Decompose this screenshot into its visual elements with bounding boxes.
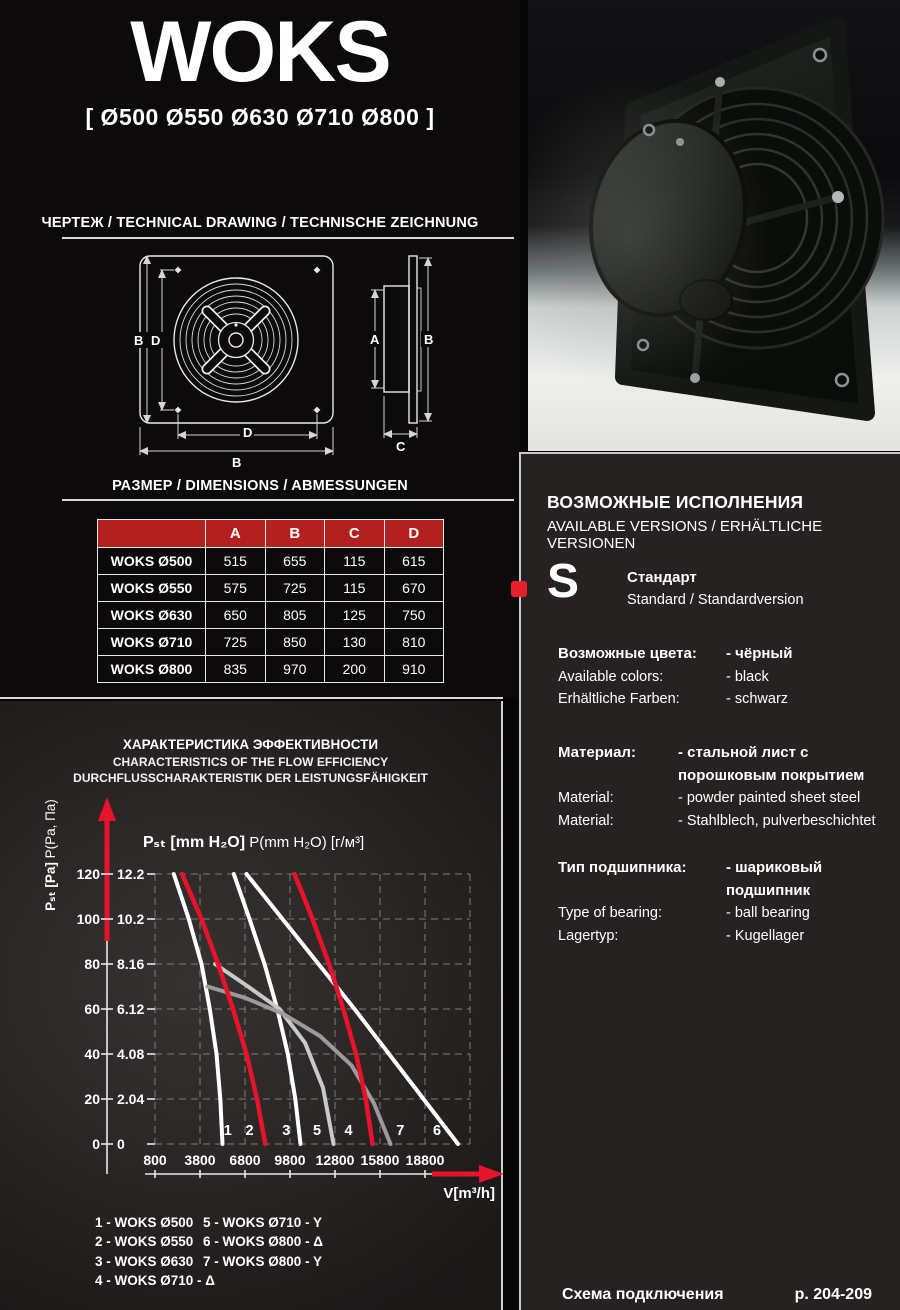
spec-value: - Stahlblech, pulverbeschichtet <box>678 812 876 829</box>
spec-label: Available colors: <box>558 668 664 685</box>
legend-item: 4 - WOKS Ø710 - Δ <box>95 1272 215 1288</box>
table-value-cell: 805 <box>265 602 325 629</box>
dimensions-heading: РАЗМЕР / DIMENSIONS / ABMESSUNGEN <box>112 478 408 494</box>
front-dimensions <box>131 256 333 470</box>
table-value-cell: 575 <box>206 575 266 602</box>
chart-legend-column-2 <box>203 1213 323 1271</box>
curve-label-5: 5 <box>312 1123 322 1139</box>
wiring-diagram-label: Схема подключения <box>562 1286 724 1303</box>
spec-colors <box>558 643 792 711</box>
y-tick-label-pa: 100 <box>76 911 100 927</box>
y-tick-label-pa: 20 <box>84 1091 100 1107</box>
y-axis-label: Pₛₜ [Pa] P(Pa, Па) <box>43 799 58 911</box>
dim-label-b-left: B <box>134 333 144 348</box>
curve-label-6: 6 <box>432 1123 442 1139</box>
spec-value: - Kugellager <box>726 927 805 944</box>
table-value-cell: 835 <box>206 656 266 683</box>
y-tick-label-mmh2o: 0 <box>117 1136 125 1152</box>
y-tick-label-mmh2o: 4.08 <box>117 1046 145 1062</box>
curve-label-1: 1 <box>223 1123 232 1139</box>
spec-label: Erhältliche Farben: <box>558 691 680 707</box>
curve-label-7: 7 <box>396 1123 405 1139</box>
heading-rule <box>62 237 514 239</box>
legend-item: 1 - WOKS Ø500 <box>95 1215 194 1230</box>
spec-material <box>558 742 888 832</box>
y-tick-label-mmh2o: 12.2 <box>117 866 145 882</box>
table-value-cell: 850 <box>265 629 325 656</box>
y-tick-label-pa: 0 <box>92 1136 100 1152</box>
dim-label-b-side: B <box>424 332 434 347</box>
spec-value: - шариковый подшипник <box>726 859 823 899</box>
table-value-cell: 615 <box>384 548 444 575</box>
dimensions-table-head <box>98 520 444 548</box>
table-row <box>98 602 444 629</box>
spec-label: Материал: <box>558 744 636 761</box>
legend-item: 3 - WOKS Ø630 <box>95 1253 194 1269</box>
table-model-cell: WOKS Ø630 <box>98 602 206 629</box>
table-value-cell: 655 <box>265 548 325 575</box>
table-value-cell: 670 <box>384 575 444 602</box>
table-value-cell: 910 <box>384 656 444 683</box>
table-value-cell: 200 <box>325 656 385 683</box>
chart-title-block <box>0 737 501 787</box>
versions-title-ru: ВОЗМОЖНЫЕ ИСПОЛНЕНИЯ <box>547 492 804 512</box>
table-header-cell: A <box>206 520 266 548</box>
x-tick-label: 3800 <box>184 1152 216 1168</box>
dimensions-table-body <box>98 548 444 683</box>
spec-label: Type of bearing: <box>558 905 662 921</box>
spec-value: - чёрный <box>726 645 793 662</box>
table-model-cell: WOKS Ø710 <box>98 629 206 656</box>
spec-label: Тип подшипника: <box>558 859 687 876</box>
dim-label-b-bottom: B <box>232 455 242 470</box>
chart-title-en: CHARACTERISTICS OF THE FLOW EFFICIENCY <box>112 754 389 769</box>
x-axis-arrowhead <box>479 1165 504 1183</box>
legend-item: 2 - WOKS Ø550 <box>95 1234 194 1250</box>
y-tick-label-mmh2o: 8.16 <box>117 956 145 972</box>
table-value-cell: 750 <box>384 602 444 629</box>
y-tick-label-mmh2o: 10.2 <box>117 911 145 927</box>
version-name-en-de: Standard / Standardversion <box>627 592 804 608</box>
curve-label-4: 4 <box>344 1123 353 1139</box>
dim-label-c-side: C <box>396 439 406 454</box>
table-value-cell: 515 <box>206 548 266 575</box>
chart-title-ru: ХАРАКТЕРИСТИКА ЭФФЕКТИВНОСТИ <box>122 737 379 752</box>
table-row <box>98 656 444 683</box>
legend-item: 5 - WOKS Ø710 - Y <box>203 1215 323 1230</box>
versions-title-en-de: AVAILABLE VERSIONS / ERHÄLTLICHE VERSIONEN <box>547 518 823 552</box>
product-photo <box>528 0 900 451</box>
spec-label: Material: <box>558 812 614 829</box>
table-value-cell: 650 <box>206 602 266 629</box>
dim-label-d-left: D <box>151 333 161 348</box>
table-value-cell: 810 <box>384 629 444 656</box>
heading-rule <box>62 499 514 501</box>
y-axis-arrowhead <box>98 797 116 821</box>
table-value-cell: 725 <box>206 629 266 656</box>
product-size-range: [ Ø500 Ø550 Ø630 Ø710 Ø800 ] <box>85 104 435 130</box>
dimensions-table <box>97 519 444 683</box>
table-model-cell: WOKS Ø800 <box>98 656 206 683</box>
spec-value: - black <box>726 668 769 685</box>
table-header-row <box>98 520 444 548</box>
spec-value: - ball bearing <box>726 905 810 921</box>
dim-label-a-side: A <box>370 332 380 347</box>
technical-drawing-heading: ЧЕРТЕЖ / TECHNICAL DRAWING / TECHNISCHE ZEICHNUNG <box>41 215 479 231</box>
table-value-cell: 125 <box>325 602 385 629</box>
y-tick-label-pa: 80 <box>84 956 100 972</box>
table-header-cell: C <box>325 520 385 548</box>
panel-footer <box>562 1286 872 1304</box>
x-tick-label: 18800 <box>405 1152 445 1168</box>
chart-title-de: DURCHFLUSSCHARAKTERISTIK DER LEISTUNGSFÄHIGKEIT <box>73 771 428 785</box>
spec-label: Material: <box>558 790 614 806</box>
table-header-cell <box>98 520 206 548</box>
y-tick-label-mmh2o: 2.04 <box>117 1091 145 1107</box>
x-tick-label: 9800 <box>274 1152 306 1168</box>
table-header-cell: D <box>384 520 444 548</box>
legend-item: 6 - WOKS Ø800 - Δ <box>203 1234 323 1250</box>
table-row <box>98 575 444 602</box>
section-divider <box>0 697 503 699</box>
spec-value: - стальной лист с порошковым покрытием <box>678 744 865 784</box>
x-tick-label: 6800 <box>229 1152 261 1168</box>
section-product-overview <box>0 0 520 697</box>
legend-item: 7 - WOKS Ø800 - Y <box>203 1253 323 1269</box>
y-tick-label-pa: 120 <box>76 866 100 882</box>
section-flow-chart <box>0 701 503 1310</box>
page-reference: p. 204-209 <box>794 1286 872 1303</box>
spec-bearing <box>558 857 900 947</box>
y-tick-label-pa: 40 <box>84 1046 100 1062</box>
version-marker <box>511 581 527 597</box>
version-code: S <box>547 555 580 608</box>
fan-hub <box>219 323 254 358</box>
dim-label-d-bottom: D <box>243 425 253 440</box>
curve-label-3: 3 <box>282 1123 291 1139</box>
table-value-cell: 130 <box>325 629 385 656</box>
spec-label: Возможные цвета: <box>558 645 697 662</box>
table-row <box>98 629 444 656</box>
spec-value: - powder painted sheet steel <box>678 790 861 806</box>
spec-value: - schwarz <box>726 691 789 707</box>
x-tick-label: 12800 <box>315 1152 355 1168</box>
technical-drawing <box>120 248 460 470</box>
table-value-cell: 115 <box>325 575 385 602</box>
table-value-cell: 725 <box>265 575 325 602</box>
table-model-cell: WOKS Ø550 <box>98 575 206 602</box>
y-tick-label-mmh2o: 6.12 <box>117 1001 145 1017</box>
table-row <box>98 548 444 575</box>
chart-legend-column-1 <box>95 1213 215 1290</box>
pressure-units-label: Pₛₜ [mm H₂O] P(mm H₂O) [г/м³] <box>143 834 365 851</box>
table-header-cell: B <box>265 520 325 548</box>
flow-chart-svg <box>60 791 505 1211</box>
table-value-cell: 115 <box>325 548 385 575</box>
table-value-cell: 970 <box>265 656 325 683</box>
spec-label: Lagertyp: <box>558 927 619 944</box>
version-name-ru: Стандарт <box>627 569 697 586</box>
section-available-versions <box>519 452 900 1310</box>
curve-label-2: 2 <box>245 1123 254 1139</box>
side-view <box>368 256 435 454</box>
y-tick-label-pa: 60 <box>84 1001 100 1017</box>
x-tick-label: 800 <box>143 1152 167 1168</box>
x-tick-label: 15800 <box>360 1152 400 1168</box>
photo-backdrop-glow <box>528 0 900 451</box>
table-model-cell: WOKS Ø500 <box>98 548 206 575</box>
x-axis-label: V[m³/h] <box>443 1185 495 1202</box>
page-title: WOKS <box>130 4 390 100</box>
